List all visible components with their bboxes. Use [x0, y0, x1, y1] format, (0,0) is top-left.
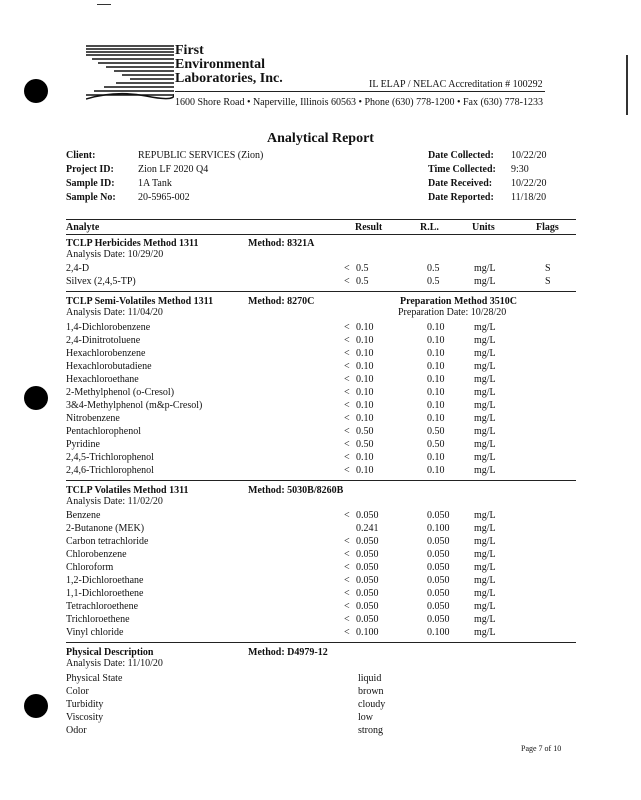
units: mg/L — [474, 413, 496, 424]
analyte: Vinyl chloride — [66, 627, 124, 638]
analyte: 2-Butanone (MEK) — [66, 523, 145, 534]
table-row — [66, 575, 576, 588]
table-top-rule — [66, 219, 576, 220]
company-name: First Environmental Laboratories, Inc. — [175, 43, 283, 86]
result: 0.10 — [356, 335, 374, 346]
info-value: Zion LF 2020 Q4 — [138, 164, 209, 175]
result: liquid — [358, 673, 382, 684]
table-row — [66, 588, 576, 601]
table-row — [66, 549, 576, 562]
table-row — [66, 426, 576, 439]
section-divider — [66, 642, 576, 643]
page-number: Page 7 of 10 — [521, 744, 562, 753]
result: 0.050 — [356, 588, 379, 599]
result: 0.50 — [356, 439, 374, 450]
analyte: Hexachlorobutadiene — [66, 361, 152, 372]
analyte: Chloroform — [66, 562, 114, 573]
table-row — [66, 699, 576, 712]
qualifier: < — [344, 439, 350, 450]
col-rl: R.L. — [420, 222, 439, 233]
result: 0.050 — [356, 601, 379, 612]
property: Color — [66, 686, 89, 697]
result: low — [358, 712, 373, 723]
info-label: Client: — [66, 150, 96, 161]
reporting-limit: 0.10 — [427, 322, 445, 333]
units: mg/L — [474, 465, 496, 476]
section-method: Method: D4979-12 — [248, 647, 328, 658]
section-method: Method: 8270C — [248, 296, 315, 307]
table-row — [66, 335, 576, 348]
table-row — [66, 614, 576, 627]
result: 0.5 — [356, 263, 369, 274]
qualifier: < — [344, 614, 350, 625]
punch-hole-top — [24, 79, 48, 103]
result: 0.10 — [356, 374, 374, 385]
units: mg/L — [474, 614, 496, 625]
table-row — [66, 465, 576, 478]
reporting-limit: 0.050 — [427, 588, 450, 599]
qualifier: < — [344, 322, 350, 333]
table-row — [66, 276, 576, 289]
info-label: Sample No: — [66, 192, 116, 203]
qualifier: < — [344, 575, 350, 586]
info-label: Date Reported: — [428, 192, 494, 203]
analyte: 3&4-Methylphenol (m&p-Cresol) — [66, 400, 203, 411]
analyte: Chlorobenzene — [66, 549, 127, 560]
analyte: Tetrachloroethene — [66, 601, 139, 612]
units: mg/L — [474, 549, 496, 560]
table-row — [66, 361, 576, 374]
info-value: 20-5965-002 — [138, 192, 190, 203]
section-method: Method: 5030B/8260B — [248, 485, 344, 496]
units: mg/L — [474, 523, 496, 534]
result: 0.050 — [356, 536, 379, 547]
reporting-limit: 0.50 — [427, 439, 445, 450]
sample-info-right — [428, 150, 568, 206]
table-row — [66, 439, 576, 452]
reporting-limit: 0.5 — [427, 276, 440, 287]
header-rule — [175, 91, 545, 92]
info-label: Date Collected: — [428, 150, 494, 161]
reporting-limit: 0.10 — [427, 413, 445, 424]
qualifier: < — [344, 510, 350, 521]
reporting-limit: 0.050 — [427, 575, 450, 586]
section-title: TCLP Herbicides Method 1311 — [66, 238, 199, 249]
reporting-limit: 0.050 — [427, 536, 450, 547]
result: 0.10 — [356, 387, 374, 398]
property: Physical State — [66, 673, 123, 684]
result: 0.100 — [356, 627, 379, 638]
units: mg/L — [474, 588, 496, 599]
reporting-limit: 0.10 — [427, 361, 445, 372]
units: mg/L — [474, 361, 496, 372]
analyte: 2,4,5-Trichlorophenol — [66, 452, 154, 463]
result: 0.50 — [356, 426, 374, 437]
units: mg/L — [474, 536, 496, 547]
info-value: 10/22/20 — [511, 178, 547, 189]
analysis-date: Analysis Date: 10/29/20 — [66, 249, 164, 260]
units: mg/L — [474, 276, 496, 287]
result: strong — [358, 725, 383, 736]
analyte: 1,4-Dichlorobenzene — [66, 322, 151, 333]
section-divider — [66, 480, 576, 481]
table-header-rule — [66, 234, 576, 235]
info-label: Project ID: — [66, 164, 114, 175]
units: mg/L — [474, 335, 496, 346]
reporting-limit: 0.50 — [427, 426, 445, 437]
section-title: Physical Description — [66, 647, 154, 658]
analyte: 2,4-D — [66, 263, 90, 274]
info-value: 1A Tank — [138, 178, 172, 189]
result: 0.10 — [356, 322, 374, 333]
table-row — [66, 322, 576, 335]
units: mg/L — [474, 263, 496, 274]
info-value: REPUBLIC SERVICES (Zion) — [138, 150, 264, 161]
lab-logo-graphic — [86, 44, 174, 104]
table-row — [66, 510, 576, 523]
result: 0.10 — [356, 452, 374, 463]
table-row — [66, 601, 576, 614]
units: mg/L — [474, 510, 496, 521]
qualifier: < — [344, 601, 350, 612]
units: mg/L — [474, 452, 496, 463]
reporting-limit: 0.100 — [427, 523, 450, 534]
reporting-limit: 0.10 — [427, 374, 445, 385]
analysis-date: Analysis Date: 11/04/20 — [66, 307, 163, 318]
punch-hole-middle — [24, 386, 48, 410]
table-row — [66, 673, 576, 686]
result: 0.050 — [356, 562, 379, 573]
result: cloudy — [358, 699, 386, 710]
reporting-limit: 0.10 — [427, 387, 445, 398]
qualifier: < — [344, 276, 350, 287]
units: mg/L — [474, 348, 496, 359]
units: mg/L — [474, 575, 496, 586]
lab-address: 1600 Shore Road • Naperville, Illinois 60563 • Phone (630) 778-1200 • Fax (630) 778-1233 — [175, 97, 543, 108]
property: Viscosity — [66, 712, 104, 723]
units: mg/L — [474, 627, 496, 638]
sample-info-left — [66, 150, 386, 206]
reporting-limit: 0.10 — [427, 452, 445, 463]
analyte: Trichloroethene — [66, 614, 130, 625]
table-row — [66, 523, 576, 536]
qualifier: < — [344, 263, 350, 274]
col-units: Units — [472, 222, 495, 233]
prep-method: Preparation Method 3510C — [400, 296, 518, 307]
scan-speck — [97, 4, 111, 5]
qualifier: < — [344, 562, 350, 573]
flag: S — [545, 263, 551, 274]
table-row — [66, 387, 576, 400]
table-row — [66, 536, 576, 549]
analyte: Pentachlorophenol — [66, 426, 141, 437]
report-title: Analytical Report — [267, 131, 374, 146]
qualifier: < — [344, 465, 350, 476]
result: 0.10 — [356, 400, 374, 411]
result: 0.10 — [356, 361, 374, 372]
qualifier: < — [344, 387, 350, 398]
reporting-limit: 0.5 — [427, 263, 440, 274]
reporting-limit: 0.050 — [427, 614, 450, 625]
section-title: TCLP Semi-Volatiles Method 1311 — [66, 296, 214, 307]
analyte: 1,1-Dichloroethene — [66, 588, 144, 599]
units: mg/L — [474, 374, 496, 385]
reporting-limit: 0.050 — [427, 549, 450, 560]
section-divider — [66, 291, 576, 292]
qualifier: < — [344, 413, 350, 424]
reporting-limit: 0.050 — [427, 562, 450, 573]
info-label: Time Collected: — [428, 164, 496, 175]
section-title: TCLP Volatiles Method 1311 — [66, 485, 189, 496]
analyte: Benzene — [66, 510, 101, 521]
reporting-limit: 0.10 — [427, 465, 445, 476]
accreditation: IL ELAP / NELAC Accreditation # 100292 — [369, 79, 543, 90]
table-row — [66, 725, 576, 738]
property: Turbidity — [66, 699, 104, 710]
reporting-limit: 0.100 — [427, 627, 450, 638]
result: 0.050 — [356, 614, 379, 625]
qualifier: < — [344, 452, 350, 463]
scan-speck — [626, 55, 628, 115]
analyte: Carbon tetrachloride — [66, 536, 149, 547]
qualifier: < — [344, 588, 350, 599]
analyte: Pyridine — [66, 439, 100, 450]
col-analyte: Analyte — [66, 222, 100, 233]
table-row — [66, 686, 576, 699]
property: Odor — [66, 725, 87, 736]
result: 0.10 — [356, 348, 374, 359]
units: mg/L — [474, 387, 496, 398]
table-row — [66, 712, 576, 725]
qualifier: < — [344, 426, 350, 437]
punch-hole-bottom — [24, 694, 48, 718]
qualifier: < — [344, 536, 350, 547]
qualifier: < — [344, 361, 350, 372]
reporting-limit: 0.050 — [427, 510, 450, 521]
result: 0.050 — [356, 549, 379, 560]
units: mg/L — [474, 601, 496, 612]
table-row — [66, 413, 576, 426]
units: mg/L — [474, 322, 496, 333]
table-row — [66, 452, 576, 465]
info-label: Date Received: — [428, 178, 493, 189]
analyte: Hexachloroethane — [66, 374, 139, 385]
reporting-limit: 0.050 — [427, 601, 450, 612]
analyte: Nitrobenzene — [66, 413, 120, 424]
units: mg/L — [474, 562, 496, 573]
result: brown — [358, 686, 384, 697]
qualifier: < — [344, 627, 350, 638]
analyte: 2,4-Dinitrotoluene — [66, 335, 141, 346]
reporting-limit: 0.10 — [427, 400, 445, 411]
analysis-date: Analysis Date: 11/10/20 — [66, 658, 163, 669]
table-row — [66, 400, 576, 413]
info-label: Sample ID: — [66, 178, 115, 189]
analysis-date: Analysis Date: 11/02/20 — [66, 496, 163, 507]
qualifier: < — [344, 335, 350, 346]
col-flags: Flags — [536, 222, 559, 233]
result: 0.050 — [356, 510, 379, 521]
analyte: Silvex (2,4,5-TP) — [66, 276, 136, 287]
info-value: 10/22/20 — [511, 150, 547, 161]
section-method: Method: 8321A — [248, 238, 315, 249]
table-row — [66, 374, 576, 387]
analyte: Hexachlorobenzene — [66, 348, 146, 359]
table-row — [66, 348, 576, 361]
analyte: 2,4,6-Trichlorophenol — [66, 465, 154, 476]
qualifier: < — [344, 400, 350, 411]
table-row — [66, 562, 576, 575]
flag: S — [545, 276, 551, 287]
reporting-limit: 0.10 — [427, 335, 445, 346]
result: 0.5 — [356, 276, 369, 287]
result: 0.10 — [356, 465, 374, 476]
info-value: 9:30 — [511, 164, 529, 175]
qualifier: < — [344, 374, 350, 385]
analyte: 2-Methylphenol (o-Cresol) — [66, 387, 175, 398]
result: 0.050 — [356, 575, 379, 586]
info-value: 11/18/20 — [511, 192, 547, 203]
result: 0.241 — [356, 523, 379, 534]
units: mg/L — [474, 439, 496, 450]
col-result: Result — [355, 222, 383, 233]
result: 0.10 — [356, 413, 374, 424]
table-row — [66, 263, 576, 276]
qualifier: < — [344, 549, 350, 560]
units: mg/L — [474, 426, 496, 437]
units: mg/L — [474, 400, 496, 411]
analyte: 1,2-Dichloroethane — [66, 575, 144, 586]
qualifier: < — [344, 348, 350, 359]
table-row — [66, 627, 576, 640]
reporting-limit: 0.10 — [427, 348, 445, 359]
prep-date: Preparation Date: 10/28/20 — [398, 307, 507, 318]
